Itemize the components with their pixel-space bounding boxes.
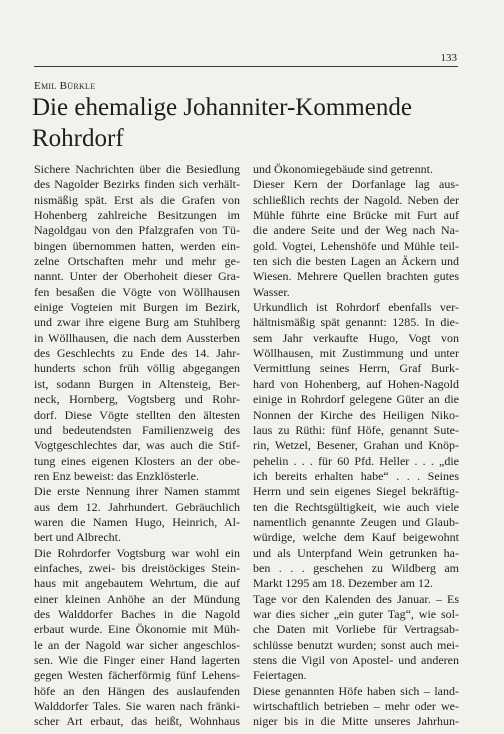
text-line: Nonnen der Kirche des Heiligen Niko- xyxy=(253,407,459,422)
text-line: fen besaßen die Vögte von Wöllhausen xyxy=(34,284,240,299)
text-line: wirtschaftlich betrieben – mehr oder we- xyxy=(253,699,459,714)
text-line: Feiertagen. xyxy=(253,668,307,683)
page-number: 133 xyxy=(440,52,457,64)
text-line: einige Vogteien mit Burgen im Bezirk, xyxy=(34,300,240,315)
text-line: namentlich genannte Zeugen und Glaub- xyxy=(253,514,459,529)
text-line: neck, Hornberg, Vogtsberg und Rohr- xyxy=(34,392,240,407)
text-line: und Ökonomiegebäude sind getrennt. xyxy=(253,162,433,176)
text-line: schließlich rechts der Nagold. Neben der xyxy=(253,192,459,207)
text-line: nismäßig spät. Erst als die Grafen von xyxy=(34,192,240,207)
text-line: scher Art erbaut, das heißt, Wohnhaus xyxy=(34,714,240,729)
text-line: Nagoldgau von den Pfalzgrafen von Tü- xyxy=(34,223,240,238)
text-line: Walddorfer Tales. Sie waren nach fränki- xyxy=(34,699,240,714)
text-line: le an der Nagold war sicher angeschlos- xyxy=(34,637,240,652)
text-line: und als Unterpfand Wein getrunken ha- xyxy=(253,545,459,560)
author-name: Emil Bürkle xyxy=(34,80,96,92)
text-line: Wasser. xyxy=(253,284,290,299)
text-line: stens die Vigil von Apostel- und anderen xyxy=(253,653,459,667)
text-line: sem Jahr verkaufte Hugo, Vogt von xyxy=(253,330,459,345)
text-line: des Nagolder Bezirks finden sich verhält- xyxy=(34,177,240,192)
text-line: des Walddorfer Baches in die Nagold xyxy=(34,606,240,621)
title-line: Rohrdorf xyxy=(32,125,124,152)
text-line: hunderts schon früh völlig abgegangen xyxy=(34,361,240,376)
text-line: pehelin . . . für 60 Pfd. Heller . . . „die xyxy=(253,453,459,468)
text-line: Wiesen. Mehrere Quellen brachten gutes xyxy=(253,269,459,284)
text-line: waren die Namen Hugo, Heinrich, Al- xyxy=(34,514,240,529)
text-line: Tage vor den Kalenden des Januar. – Es xyxy=(253,591,459,606)
text-line: sen. Wie die Finger einer Hand lagerten xyxy=(34,653,240,667)
text-line: und zwar ihre eigene Burg am Stuhlberg xyxy=(34,315,240,330)
text-line: bingen übernommen hatten, werden ein- xyxy=(34,238,240,253)
text-line: che Daten mit Vorliebe für Vertragsab- xyxy=(253,622,459,637)
text-line: rin, Wetzel, Besener, Grahan und Knöp- xyxy=(253,438,459,453)
text-line: hard von Hohenberg, auf Hohen-Nagold xyxy=(253,376,459,391)
text-line: in Wöllhausen, die nach dem Aussterben xyxy=(34,330,240,345)
text-line: schlüsse benutzt wurden; sonst auch mei- xyxy=(253,637,459,652)
text-line: des Geschlechts zu Ende des 14. Jahr- xyxy=(34,346,240,361)
text-line: Urkundlich ist Rohrdorf ebenfalls ver- xyxy=(253,300,459,315)
text-line: Wöllhausen, mit Zustimmung und unter xyxy=(253,346,459,361)
text-line: erbaut wurde. Eine Ökonomie mit Müh- xyxy=(34,622,240,637)
text-line: niger bis in die Mitte unseres Jahrhun- xyxy=(253,714,459,729)
text-line: Diese genannten Höfe haben sich – land- xyxy=(253,683,459,698)
text-line: ten sich die besten Lagen an Äckern und xyxy=(253,254,459,269)
text-line: tung eines eigenen Klosters an der obe- xyxy=(34,453,240,468)
text-line: Sichere Nachrichten über die Besiedlung xyxy=(34,162,240,176)
text-line: Markt 1295 am 18. Dezember am 12. xyxy=(253,576,433,591)
text-line: Mühle führte eine Brücke mit Furt auf xyxy=(253,208,459,223)
text-line: zelne Ortschaften mehr und mehr ge- xyxy=(34,254,240,269)
text-line: Dieser Kern der Dorfanlage lag aus- xyxy=(253,177,459,192)
left-text-column xyxy=(34,162,240,730)
text-line: ben . . . geschehen zu Wildberg am xyxy=(253,560,459,575)
text-line: höfe an den Hängen des auslaufenden xyxy=(34,683,240,698)
text-line: Die erste Nennung ihrer Namen stammt xyxy=(34,484,240,499)
text-line: nannt. Unter der Oberhoheit dieser Gra- xyxy=(34,269,240,284)
text-line: hältnismäßig spät genannt: 1285. In die- xyxy=(253,315,459,330)
header-rule xyxy=(34,66,458,67)
text-line: war dies sicher „ein guter Tag“, wie sol- xyxy=(253,606,459,621)
title-line: Die ehemalige Johanniter-Kommende xyxy=(32,94,412,121)
text-line: einige in Rohrdorf gelegene Güter an die xyxy=(253,392,459,407)
text-line: ren Enz beweist: das Enzklösterle. xyxy=(34,468,199,483)
text-line: bert und Albrecht. xyxy=(34,530,121,545)
text-line: Herrn und sein eigenes Siegel bekräftig- xyxy=(253,484,459,499)
text-line: gegen Westen fächerförmig fünf Lehens- xyxy=(34,668,240,683)
text-line: Hohenberg zahlreiche Besitzungen im xyxy=(34,208,240,223)
right-text-column xyxy=(253,162,459,730)
text-line: ich bereits erhalten habe“ . . . Seines xyxy=(253,468,459,483)
text-line: haus mit angebautem Wehrtum, die auf xyxy=(34,576,240,591)
text-line: Vermittlung seines Herrn, Graf Burk- xyxy=(253,361,459,376)
text-line: aus dem 12. Jahrhundert. Gebräuchlich xyxy=(34,499,240,514)
text-line: die andere Seite und der Weg nach Na- xyxy=(253,223,459,238)
text-line: ist, sodann Burgen in Altensteig, Ber- xyxy=(34,376,240,391)
text-line: dorf. Diese Vögte stellten den ältesten xyxy=(34,407,240,422)
text-line: einer kleinen Anhöhe an der Mündung xyxy=(34,591,240,606)
text-line: Die Rohrdorfer Vogtsburg war wohl ein xyxy=(34,545,240,560)
article-title xyxy=(32,92,462,154)
text-line: Vogtgeschlechtes dar, was auch die Stif- xyxy=(34,438,240,453)
text-line: ten die Rechtsgültigkeit, wie auch viele xyxy=(253,499,459,514)
text-line: laus zu Rüthi: fünf Höfe, genannt Sute- xyxy=(253,422,459,437)
text-line: würdige, welche dem Kauf beigewohnt xyxy=(253,530,459,545)
text-line: einfaches, zwei- bis dreistöckiges Stein- xyxy=(34,560,240,575)
text-line: und bedeutendsten Familienzweig des xyxy=(34,422,240,437)
text-line: gold. Vogtei, Lehenshöfe und Mühle teil- xyxy=(253,238,459,253)
